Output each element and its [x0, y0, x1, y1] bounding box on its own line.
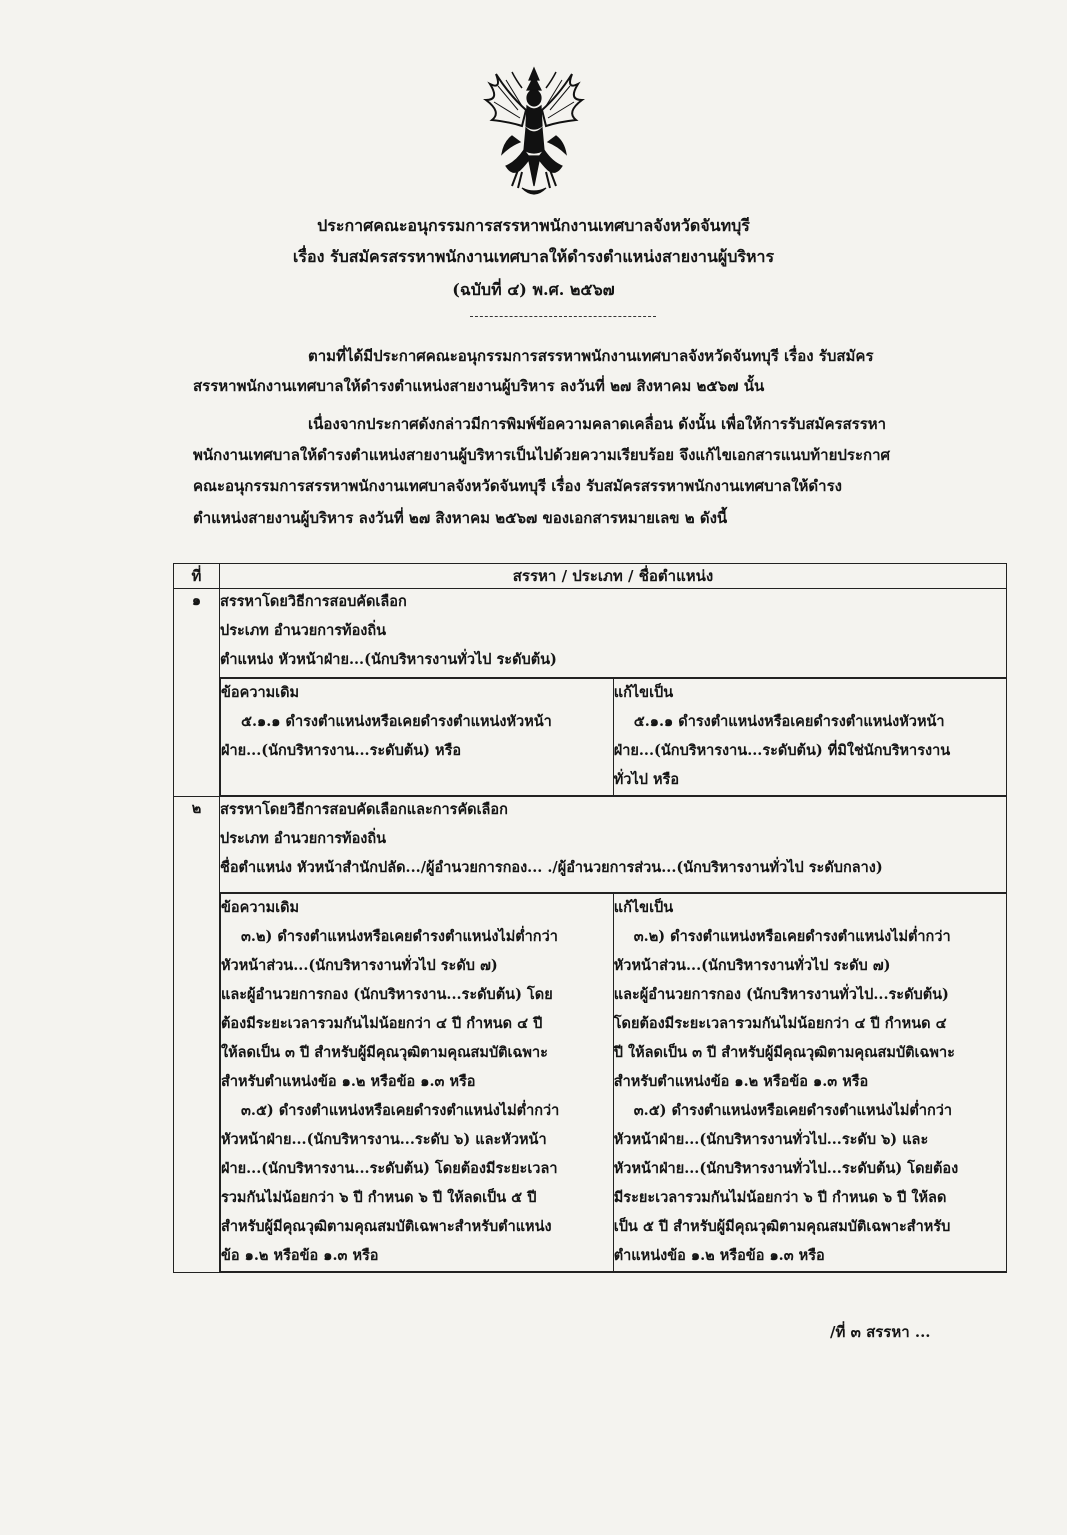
amended-line: สำหรับตำแหน่งข้อ ๑.๒ หรือข้อ ๑.๓ หรือ [613, 1073, 869, 1090]
original-line: รวมกันไม่น้อยกว่า ๖ ปี กำหนด ๖ ปี ให้ลดเป็น ๕ ปี [221, 1189, 537, 1206]
original-text-column [221, 679, 614, 796]
original-label: ข้อความเดิม [221, 684, 300, 701]
comparison-table [220, 893, 1006, 1272]
recruitment-method: สรรหาโดยวิธีการสอบคัดเลือก [220, 593, 407, 610]
original-line: สำหรับผู้มีคุณวุฒิตามคุณสมบัติเฉพาะสำหรับตำแหน่ง [221, 1218, 552, 1235]
table-row [174, 893, 1007, 1273]
amended-line: ปี ให้ลดเป็น ๓ ปี สำหรับผู้มีคุณวุฒิตามคุณสมบัติเฉพาะ [613, 1044, 955, 1061]
garuda-emblem-icon [482, 66, 586, 200]
amended-line: หัวหน้าฝ่าย...(นักบริหารงานทั่วไป...ระดับต้น) โดยต้อง [613, 1160, 959, 1177]
intro-paragraph-1-line-1: ตามที่ได้มีประกาศคณะอนุกรรมการสรรหาพนักงานเทศบาลจังหวัดจันทบุรี เรื่อง รับสมัคร [308, 347, 874, 365]
intro-paragraph-2-line-3: คณะอนุกรรมการสรรหาพนักงานเทศบาลจังหวัดจันทบุรี เรื่อง รับสมัครสรรหาพนักงานเทศบาลให้ดำรง [193, 477, 842, 495]
comparison-cell [220, 893, 1007, 1273]
announcement-title: ประกาศคณะอนุกรรมการสรรหาพนักงานเทศบาลจังหวัดจันทบุรี [317, 216, 750, 235]
amended-line: หัวหน้าฝ่าย...(นักบริหารงานทั่วไป...ระดับ ๖) และ [613, 1131, 929, 1148]
amended-line: ทั่วไป หรือ [613, 771, 680, 788]
row-number: ๒ [174, 797, 220, 1273]
position-name: ตำแหน่ง หัวหน้าฝ่าย...(นักบริหารงานทั่วไป ระดับต้น) [220, 651, 557, 668]
original-line: หัวหน้าส่วน...(นักบริหารงานทั่วไป ระดับ ๗) [221, 957, 498, 974]
original-line: ฝ่าย...(นักบริหารงาน...ระดับต้น) หรือ [221, 742, 462, 759]
table-row [174, 797, 1007, 893]
amendment-table [173, 563, 1007, 1273]
table-row [174, 589, 1007, 678]
original-line: ฝ่าย...(นักบริหารงาน...ระดับต้น) โดยต้องมีระยะเวลา [221, 1160, 558, 1177]
column-header-description: สรรหา / ประเภท / ชื่อตำแหน่ง [220, 564, 1007, 589]
table-header-row [174, 564, 1007, 589]
amended-line: ๕.๑.๑ ดำรงตำแหน่งหรือเคยดำรงตำแหน่งหัวหน้า [633, 713, 945, 730]
position-name: ชื่อตำแหน่ง หัวหน้าสำนักปลัด.../ผู้อำนวยการกอง... ./ผู้อำนวยการส่วน...(นักบริหารงานทั่วไป ระดับกลาง) [220, 859, 883, 876]
announcement-edition: (ฉบับที่ ๔) พ.ศ. ๒๕๖๗ [452, 280, 615, 299]
intro-paragraph-2-line-4: ตำแหน่งสายงานผู้บริหาร ลงวันที่ ๒๗ สิงหาคม ๒๕๖๗ ของเอกสารหมายเลข ๒ ดังนี้ [193, 509, 728, 527]
amended-text-column [613, 894, 1006, 1272]
amended-label: แก้ไขเป็น [613, 684, 674, 701]
intro-paragraph-2-line-1: เนื่องจากประกาศดังกล่าวมีการพิมพ์ข้อความคลาดเคลื่อน ดังนั้น เพื่อให้การรับสมัครสรรหา [308, 415, 887, 433]
amended-line: ฝ่าย...(นักบริหารงาน...ระดับต้น) ที่มิใช่นักบริหารงาน [613, 742, 951, 759]
row-section-info [220, 589, 1007, 678]
original-label: ข้อความเดิม [221, 899, 300, 916]
original-text-column [221, 894, 614, 1272]
amended-line: มีระยะเวลารวมกันไม่น้อยกว่า ๖ ปี กำหนด ๖ ปี ให้ลด [613, 1189, 947, 1206]
original-line: หัวหน้าฝ่าย...(นักบริหารงาน...ระดับ ๖) และหัวหน้า [221, 1131, 547, 1148]
intro-paragraph-2-line-2: พนักงานเทศบาลให้ดำรงตำแหน่งสายงานผู้บริหารเป็นไปด้วยความเรียบร้อย จึงแก้ไขเอกสารแนบท้ายประกาศ [193, 446, 891, 464]
amended-label: แก้ไขเป็น [613, 899, 674, 916]
column-header-no: ที่ [174, 564, 220, 589]
original-line: สำหรับตำแหน่งข้อ ๑.๒ หรือข้อ ๑.๓ หรือ [221, 1073, 476, 1090]
original-line: ต้องมีระยะเวลารวมกันไม่น้อยกว่า ๔ ปี กำหนด ๔ ปี [221, 1015, 543, 1032]
original-line: และผู้อำนวยการกอง (นักบริหารงาน...ระดับต้น) โดย [221, 986, 553, 1003]
original-line: ๓.๕) ดำรงตำแหน่งหรือเคยดำรงตำแหน่งไม่ต่ำกว่า [241, 1102, 560, 1119]
announcement-subject: เรื่อง รับสมัครสรรหาพนักงานเทศบาลให้ดำรงตำแหน่งสายงานผู้บริหาร [292, 247, 775, 266]
original-line: ข้อ ๑.๒ หรือข้อ ๑.๓ หรือ [221, 1247, 379, 1264]
table-row [174, 678, 1007, 797]
original-line: ให้ลดเป็น ๓ ปี สำหรับผู้มีคุณวุฒิตามคุณสมบัติเฉพาะ [221, 1044, 548, 1061]
position-type: ประเภท อำนวยการท้องถิ่น [220, 622, 387, 639]
amended-line: ๓.๕) ดำรงตำแหน่งหรือเคยดำรงตำแหน่งไม่ต่ำกว่า [633, 1102, 953, 1119]
amended-line: ตำแหน่งข้อ ๑.๒ หรือข้อ ๑.๓ หรือ [613, 1247, 825, 1264]
amended-line: และผู้อำนวยการกอง (นักบริหารงานทั่วไป...ระดับต้น) [613, 986, 949, 1003]
page-continuation-note: /ที่ ๓ สรรหา ... [830, 1323, 931, 1341]
recruitment-method: สรรหาโดยวิธีการสอบคัดเลือกและการคัดเลือก [220, 801, 508, 818]
row-section-info [220, 797, 1007, 893]
amended-line: หัวหน้าส่วน...(นักบริหารงานทั่วไป ระดับ ๗) [613, 957, 891, 974]
original-line: ๓.๒) ดำรงตำแหน่งหรือเคยดำรงตำแหน่งไม่ต่ำกว่า [241, 928, 558, 945]
comparison-table [220, 678, 1006, 796]
amended-line: ๓.๒) ดำรงตำแหน่งหรือเคยดำรงตำแหน่งไม่ต่ำกว่า [633, 928, 951, 945]
amended-line: โดยต้องมีระยะเวลารวมกันไม่น้อยกว่า ๔ ปี กำหนด ๔ [613, 1015, 947, 1032]
comparison-cell [220, 678, 1007, 797]
title-divider [470, 316, 656, 317]
amended-text-column [613, 679, 1006, 796]
amended-line: เป็น ๕ ปี สำหรับผู้มีคุณวุฒิตามคุณสมบัติเฉพาะสำหรับ [613, 1218, 951, 1235]
intro-paragraph-1-line-2: สรรหาพนักงานเทศบาลให้ดำรงตำแหน่งสายงานผู้บริหาร ลงวันที่ ๒๗ สิงหาคม ๒๕๖๗ นั้น [193, 377, 765, 395]
position-type: ประเภท อำนวยการท้องถิ่น [220, 830, 387, 847]
original-line: ๕.๑.๑ ดำรงตำแหน่งหรือเคยดำรงตำแหน่งหัวหน้า [241, 713, 552, 730]
row-number: ๑ [174, 589, 220, 797]
